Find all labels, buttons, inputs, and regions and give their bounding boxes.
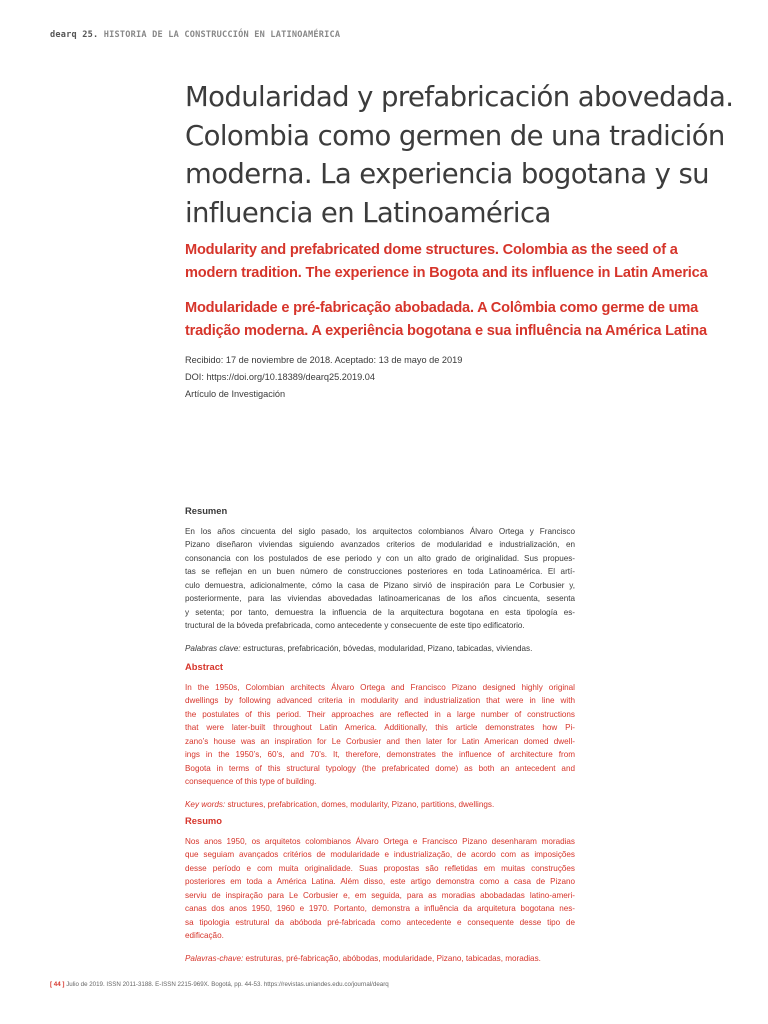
publication-info: Julio de 2019. ISSN 2011-3188. E-ISSN 2215-969X. Bogotá, pp. 44-53. https://revistas.uniandes.edu.co/journal/dearq xyxy=(66,981,389,988)
abstract-line: that were later-built throughout Latin America. Additionally, this article demonstrates how Pi- xyxy=(185,723,575,733)
english-title-line: modern tradition. The experience in Bogota and its influence in Latin America xyxy=(185,265,708,281)
keywords-label: Palabras clave: xyxy=(185,643,241,653)
resumen-keywords xyxy=(185,642,575,655)
title-line: Colombia como germen de una tradición xyxy=(185,119,725,152)
abstract-body xyxy=(185,681,575,789)
keywords-list: estruturas, pré-fabricação, abóbodas, modularidade, Pizano, tabicadas, moradias. xyxy=(243,953,541,963)
resumo-line: Nos anos 1950, os arquitetos colombianos Álvaro Ortega e Francisco Pizano desenharam moradias xyxy=(185,837,575,846)
abstract-line: ings in the 1950’s, 60’s, and 70’s. It, therefore, demonstrates the influence of architecture from xyxy=(185,750,575,760)
running-header xyxy=(50,30,340,40)
abstract-line: zano’s house was an inspiration for Le Corbusier and then later for Latin American domed dwell- xyxy=(185,736,575,746)
abstract-heading: Abstract xyxy=(185,661,224,672)
resumo-section xyxy=(185,815,575,965)
title-line: influencia en Latinoamérica xyxy=(185,196,551,229)
resumen-body xyxy=(185,525,575,633)
resumen-line: En los años cincuenta del siglo pasado, los arquitectos colombianos Álvaro Ortega y Francisco xyxy=(185,527,575,536)
abstract-section xyxy=(185,661,575,811)
article-title xyxy=(185,78,734,232)
section-title: HISTORIA DE LA CONSTRUCCIÓN EN LATINOAMÉRICA xyxy=(103,30,341,40)
keywords-list: structures, prefabrication, domes, modularity, Pizano, partitions, dwellings. xyxy=(225,799,495,809)
resumo-line: edificação. xyxy=(185,931,224,941)
portuguese-title-line: tradição moderna. A experiência bogotana e sua influência na América Latina xyxy=(185,323,707,339)
resumen-line: y setenta; por tanto, demuestra la influencia de la arquitectura bogotana en esta tipología es- xyxy=(185,607,575,617)
page-number: [ 44 ] xyxy=(50,981,65,988)
resumo-line: desse período e com muita originalidade. Suas propostas são refletidas em muitas construções xyxy=(185,863,575,873)
keywords-list: estructuras, prefabricación, bóvedas, modularidad, Pizano, tabicadas, viviendas. xyxy=(240,643,533,653)
resumen-line: posteriormente, para las viviendas abovedadas latinoamericanas de los años cincuenta, sesenta xyxy=(185,594,575,604)
abstract-line: consequence of this type of building. xyxy=(185,777,317,787)
abstract-line: the postulates of this period. Their approaches are reflected in a large number of constructions xyxy=(185,709,575,719)
abstract-line: In the 1950s, Colombian architects Álvaro Ortega and Francisco Pizano designed highly original xyxy=(185,683,575,692)
article-type: Artículo de Investigación xyxy=(185,389,286,399)
resumen-line: Pizano diseñaron viviendas siguiendo avanzados criterios de modularidad e industrialización, en xyxy=(185,540,575,550)
abstract-keywords xyxy=(185,798,575,811)
journal-issue: dearq 25. xyxy=(50,30,99,40)
doi-link[interactable]: DOI: https://doi.org/10.18389/dearq25.2019.04 xyxy=(185,372,376,382)
resumo-line: serviu de inspiração para Le Corbusier e, em seguida, para as moradias abobadadas latino-ameri- xyxy=(185,890,575,900)
english-title-line: Modularity and prefabricated dome structures. Colombia as the seed of a xyxy=(185,242,678,258)
resumo-heading: Resumo xyxy=(185,815,222,826)
resumo-keywords xyxy=(185,952,575,965)
resumen-line: tas se reflejan en un buen número de construcciones posteriores en toda Latinoamérica. El artí- xyxy=(185,567,575,577)
resumen-line: culo demuestra, adicionalmente, cómo la casa de Pizano sirvió de inspiración para Le Corbusier y, xyxy=(185,580,575,590)
resumo-line: sa tipologia estrutural da abóboda pré-fabricada como antecedente e consequente desse tipo de xyxy=(185,917,575,927)
abstract-line: dwellings by following advanced criteria in modularity and industrialization that were in line with xyxy=(185,696,575,706)
keywords-label: Key words: xyxy=(185,799,226,809)
resumo-line: que seguiam avançados critérios de modularidade e industrialização, de acordo com as imposições xyxy=(185,850,575,860)
portuguese-title-line: Modularidade e pré-fabricação abobadada. A Colômbia como germe de uma xyxy=(185,300,699,316)
title-line: moderna. La experiencia bogotana y su xyxy=(185,158,710,190)
english-title xyxy=(185,239,725,285)
abstract-line: Bogota in terms of this structural typology (the prefabricated dome) as both an antecedent and xyxy=(185,763,575,773)
received-accepted-dates: Recibido: 17 de noviembre de 2018. Aceptado: 13 de mayo de 2019 xyxy=(185,355,463,365)
portuguese-title xyxy=(185,297,725,343)
resumo-line: posteriores em toda a América Latina. Além disso, este artigo demonstra como a casa de Pizano xyxy=(185,877,575,887)
resumen-line: tructural de la bóveda prefabricada, como antecedente y consecuente de este tipo edificatorio. xyxy=(185,621,525,631)
resumo-body xyxy=(185,835,575,943)
resumen-heading: Resumen xyxy=(185,505,228,516)
resumen-section xyxy=(185,505,575,655)
resumen-line: consonancia con los postulados de ese periodo y con un alto grado de originalidad. Sus propues- xyxy=(185,553,575,563)
article-metadata xyxy=(185,352,462,403)
page-footer xyxy=(50,981,389,988)
keywords-label: Palavras-chave: xyxy=(185,953,244,963)
title-line: Modularidad y prefabricación abovedada. xyxy=(185,81,734,113)
resumo-line: canas dos anos 1950, 1960 e 1970. Portanto, demonstra a influência da arquitetura bogotana nes- xyxy=(185,904,575,914)
